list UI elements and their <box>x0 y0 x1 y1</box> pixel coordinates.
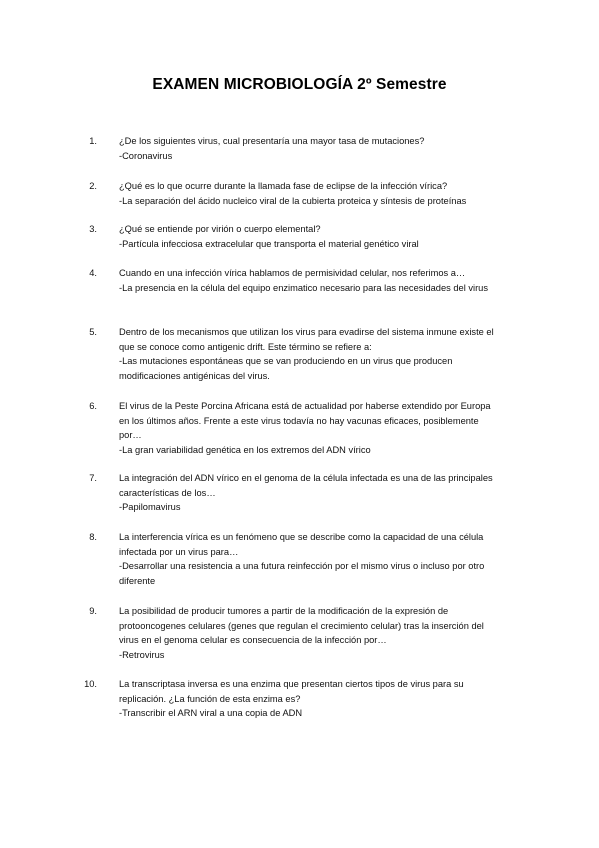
question-text: El virus de la Peste Porcina Africana está de actualidad por haberse extendido por Europa en los últimos años. Frente a este virus todavía no hay vacunas eficaces, posiblemente por… <box>119 401 491 441</box>
question-item <box>89 471 497 515</box>
question-text: ¿Qué se entiende por virión o cuerpo elemental? <box>119 224 321 234</box>
question-item <box>89 325 497 383</box>
question-number: 7. <box>89 473 97 483</box>
question-number: 4. <box>89 268 97 278</box>
answer-text: -Desarrollar una resistencia a una futura reinfección por el mismo virus o incluso por otro diferente <box>119 561 485 586</box>
answer-text: -Las mutaciones espontáneas que se van produciendo en un virus que producen modificaciones antigénicas del virus. <box>119 356 453 381</box>
question-item <box>89 530 497 588</box>
question-text: La transcriptasa inversa es una enzima que presentan ciertos tipos de virus para su replicación. ¿La función de esta enzima es? <box>119 679 464 704</box>
document-title: EXAMEN MICROBIOLOGÍA 2º Semestre <box>152 76 447 93</box>
question-number: 5. <box>89 327 97 337</box>
question-number: 6. <box>89 401 97 411</box>
question-text: La posibilidad de producir tumores a partir de la modificación de la expresión de protooncogenes celulares (genes que regulan el crecimiento celular) tras la inserción del virus en el genoma celular es consecuencia de la infección por… <box>119 606 484 646</box>
question-item <box>89 179 497 208</box>
question-text: ¿De los siguientes virus, cual presentaría una mayor tasa de mutaciones? <box>119 136 425 146</box>
answer-text: -Coronavirus <box>119 150 173 161</box>
question-item <box>89 604 497 662</box>
question-item <box>89 266 497 295</box>
answer-text: -La separación del ácido nucleico viral de la cubierta proteica y síntesis de proteínas <box>119 195 467 206</box>
question-item <box>89 222 497 251</box>
question-number: 8. <box>89 532 97 542</box>
answer-text: -Papilomavirus <box>119 502 181 513</box>
question-item <box>89 134 497 163</box>
question-number: 1. <box>89 136 97 146</box>
question-text: La interferencia vírica es un fenómeno que se describe como la capacidad de una célula infectada por un virus para… <box>119 532 484 557</box>
question-number: 10. <box>84 679 97 689</box>
answer-text: -La gran variabilidad genética en los extremos del ADN vírico <box>119 444 371 455</box>
question-item <box>84 677 497 721</box>
question-text: La integración del ADN vírico en el genoma de la célula infectada es una de las principales características de los… <box>119 473 493 498</box>
answer-text: -Transcribir el ARN viral a una copia de ADN <box>119 708 303 719</box>
question-text: ¿Qué es lo que ocurre durante la llamada fase de eclipse de la infección vírica? <box>119 181 448 191</box>
question-text: Cuando en una infección vírica hablamos de permisividad celular, nos referimos a… <box>119 268 466 278</box>
question-number: 2. <box>89 181 97 191</box>
question-item <box>89 399 497 457</box>
answer-text: -Retrovirus <box>119 649 165 660</box>
question-number: 3. <box>89 224 97 234</box>
answer-text: -Partícula infecciosa extracelular que transporta el material genético viral <box>119 238 419 249</box>
answer-text: -La presencia en la célula del equipo enzimatico necesario para las necesidades del virus <box>119 282 488 293</box>
question-number: 9. <box>89 606 97 616</box>
question-text: Dentro de los mecanismos que utilizan los virus para evadirse del sistema inmune existe el que se conoce como antigenic drift. Este término se refiere a: <box>119 327 494 352</box>
